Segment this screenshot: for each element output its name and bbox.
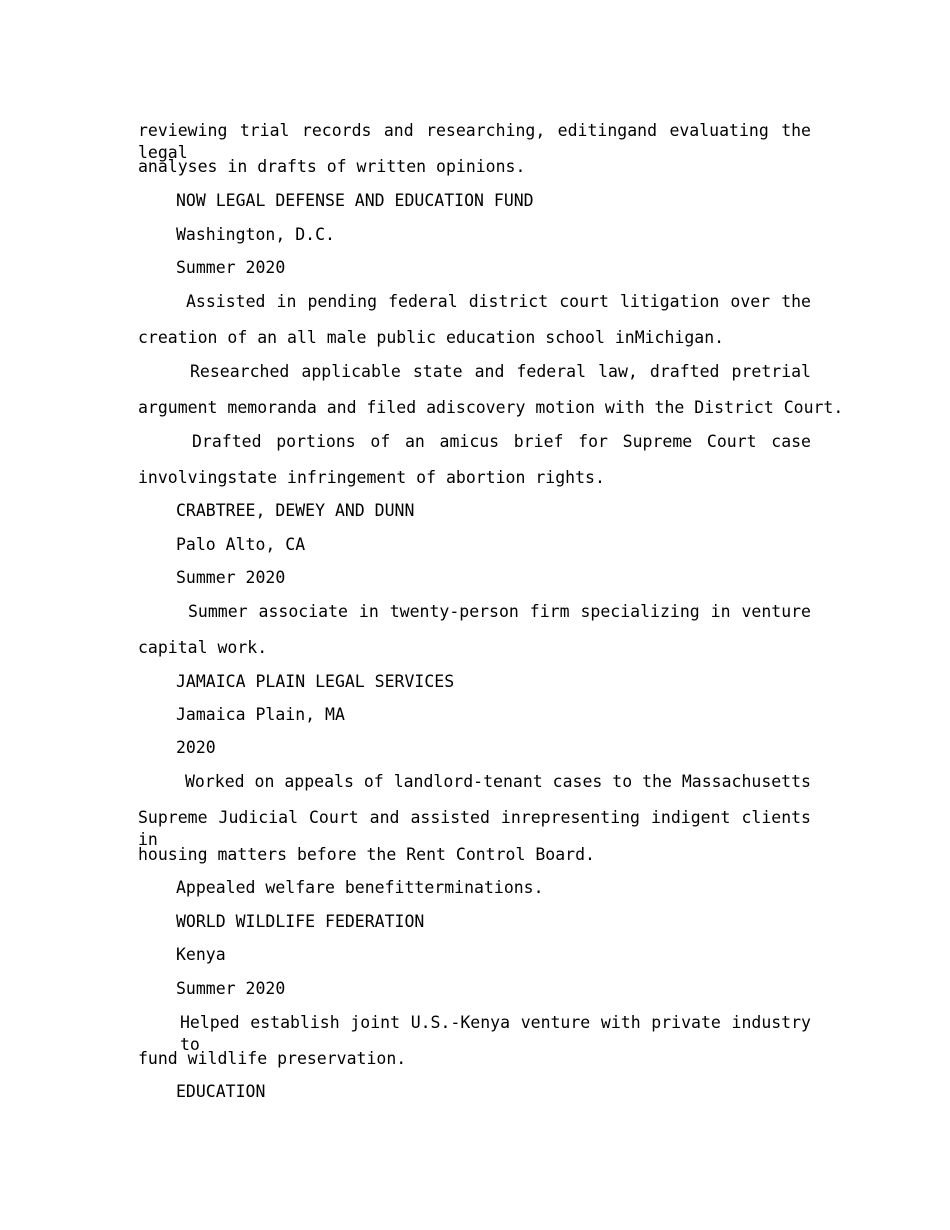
text-line: creation of an all male public education school inMichigan. xyxy=(138,328,725,347)
employment-date: 2020 xyxy=(176,738,216,757)
text-line: argument memoranda and filed adiscovery motion with the District Court. xyxy=(138,398,844,417)
employer-location: Kenya xyxy=(176,945,226,964)
employer-location: Washington, D.C. xyxy=(176,225,335,244)
text-line: fund wildlife preservation. xyxy=(138,1049,407,1068)
text-line: housing matters before the Rent Control Board. xyxy=(138,845,595,864)
text-line: reviewing trial records and researching, editingand evaluating the legal xyxy=(138,121,811,162)
text-line: Worked on appeals of landlord-tenant cases to the Massachusetts xyxy=(185,772,811,791)
text-line: Summer associate in twenty-person firm specializing in venture xyxy=(188,602,811,621)
text-line: Appealed welfare benefitterminations. xyxy=(176,878,544,897)
employer-heading: CRABTREE, DEWEY AND DUNN xyxy=(176,501,415,520)
text-line: Assisted in pending federal district court litigation over the xyxy=(186,292,811,311)
text-line: Researched applicable state and federal law, drafted pretrial xyxy=(190,362,811,381)
employer-heading: WORLD WILDLIFE FEDERATION xyxy=(176,912,425,931)
section-heading: EDUCATION xyxy=(176,1082,266,1101)
text-line: Drafted portions of an amicus brief for Supreme Court case xyxy=(192,432,811,451)
text-line: capital work. xyxy=(138,638,268,657)
text-line: Helped establish joint U.S.-Kenya venture with private industry to xyxy=(180,1013,811,1054)
employer-heading: NOW LEGAL DEFENSE AND EDUCATION FUND xyxy=(176,191,534,210)
employment-date: Summer 2020 xyxy=(176,979,286,998)
employer-location: Jamaica Plain, MA xyxy=(176,705,345,724)
employment-date: Summer 2020 xyxy=(176,568,286,587)
text-line: Supreme Judicial Court and assisted inrepresenting indigent clients in xyxy=(138,808,811,849)
text-line: involvingstate infringement of abortion rights. xyxy=(138,468,605,487)
employer-location: Palo Alto, CA xyxy=(176,535,306,554)
employer-heading: JAMAICA PLAIN LEGAL SERVICES xyxy=(176,672,455,691)
text-line: analyses in drafts of written opinions. xyxy=(138,157,526,176)
employment-date: Summer 2020 xyxy=(176,258,286,277)
